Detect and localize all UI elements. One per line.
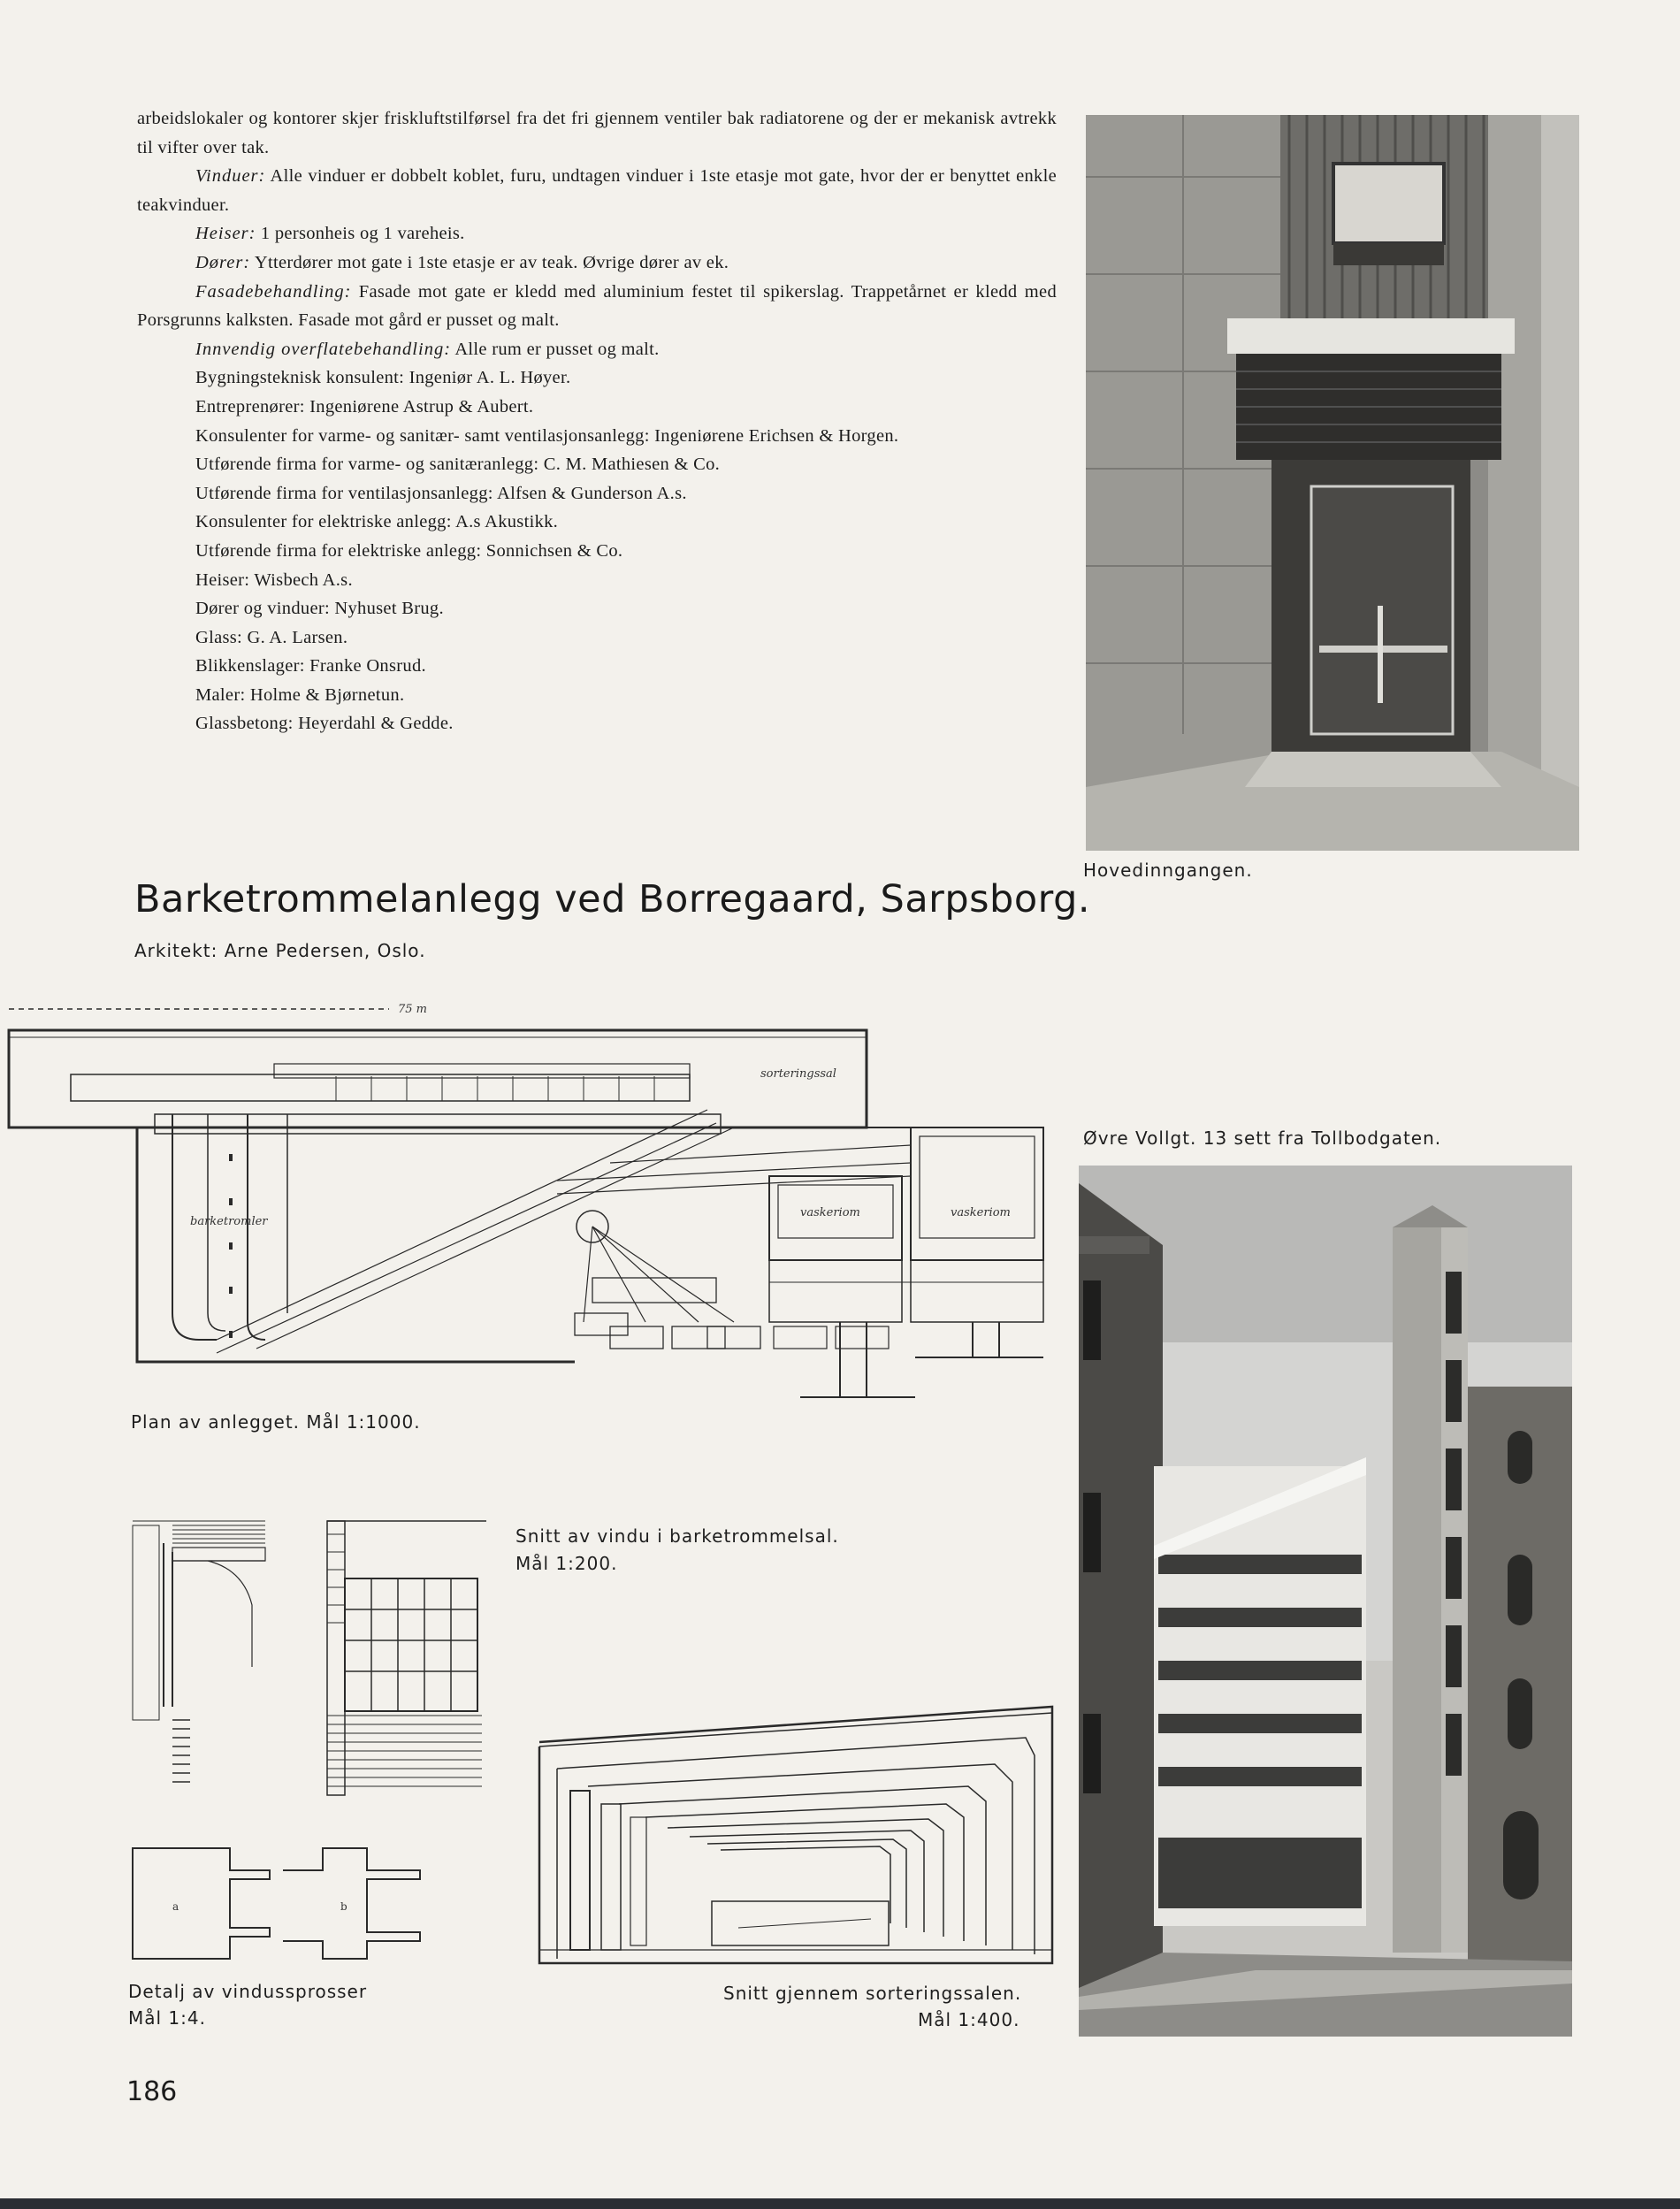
spec-label: Vinduer: [195,166,266,187]
spec-paragraph: Utførende firma for varme- og sanitæranlegg: C. M. Mathiesen & Co. [195,455,721,475]
spec-paragraph: Utførende firma for elektriske anlegg: Sonnichsen & Co. [195,540,623,561]
spec-value: Fasade mot gate er kledd med aluminium festet til spikerslag. Trappetårnet er kledd med Porsgrunns kalksten. Fasade mot gård er pusset og malt. [137,281,1057,331]
street-photo-caption: Øvre Vollgt. 13 sett fra Tollbodgaten. [1083,1127,1442,1149]
spec-paragraph: Entreprenører: Ingeniørene Astrup & Aubert. [195,396,534,417]
spec-paragraph [137,219,1057,248]
spec-label: Heiser: [195,224,256,244]
sorting-hall-caption: Snitt gjennem sorteringssalen. [723,1983,1022,2004]
architect-credit: Arkitekt: Arne Pedersen, Oslo. [134,940,426,961]
mullion-detail-drawing [128,1844,447,1968]
spec-value: 1 personheis og 1 vareheis. [256,224,465,244]
spec-paragraph: Glassbetong: Heyerdahl & Gedde. [195,714,454,734]
spec-paragraph: Heiser: Wisbech A.s. [195,569,353,590]
spec-text [137,104,1057,738]
headline: Barketrommelanlegg ved Borregaard, Sarpsborg. [134,877,1091,921]
window-section-scale: Mål 1:200. [515,1553,618,1574]
plan-drum-hall-label: barketromler [190,1215,268,1228]
entrance-caption: Hovedinngangen. [1083,860,1253,881]
svg-text:a: a [172,1900,179,1913]
sorting-hall-section-drawing [535,1702,1057,1972]
plan-scale-label: 75 m [398,1003,428,1016]
spec-paragraph: arbeidslokaler og kontorer skjer friskluftstilførsel fra det fri gjennem ventiler bak radiatorene og der er mekanisk avtrekk til vifter over tak. [137,109,1057,157]
spec-paragraph: Utførende firma for ventilasjonsanlegg: Alfsen & Gunderson A.s. [195,483,687,503]
svg-text:b: b [340,1900,347,1913]
window-section-caption: Snitt av vindu i barketrommelsal. [515,1525,839,1547]
spec-paragraph: Blikkenslager: Franke Onsrud. [195,656,426,676]
window-section-drawing [128,1517,500,1800]
mullion-detail-scale: Mål 1:4. [128,2007,206,2029]
spec-label: Innvendig overflatebehandling: [195,339,452,359]
spec-paragraph: Konsulenter for varme- og sanitær- samt ventilasjonsanlegg: Ingeniørene Erichsen & Horgen. [195,425,899,446]
spec-paragraph: Bygningsteknisk konsulent: Ingeniør A. L. Høyer. [195,368,571,388]
spec-paragraph: Konsulenter for elektriske anlegg: A.s Akustikk. [195,512,559,532]
sorting-hall-scale: Mål 1:400. [918,2009,1020,2030]
spec-paragraph [137,248,1057,278]
entrance-photo [1086,115,1579,851]
spec-paragraph: Dører og vinduer: Nyhuset Brug. [195,599,444,619]
spec-value: Ytterdører mot gate i 1ste etasje er av teak. Øvrige dører av ek. [250,252,729,272]
plan-caption: Plan av anlegget. Mål 1:1000. [131,1411,421,1433]
plan-right-label: vaskeriom [951,1206,1011,1219]
mullion-detail-caption: Detalj av vindussprosser [128,1981,368,2002]
site-plan-drawing [0,995,1052,1410]
spec-paragraph: Glass: G. A. Larsen. [195,627,348,647]
spec-label: Dører: [195,252,251,272]
bottom-edge-bar [0,2198,1680,2209]
street-photo [1079,1166,1572,2037]
plan-left-label: vaskeriom [800,1206,860,1219]
spec-label: Fasadebehandling: [195,281,352,302]
spec-paragraph [137,335,1057,364]
page-number: 186 [126,2076,178,2107]
spec-paragraph: Maler: Holme & Bjørnetun. [195,684,405,705]
spec-paragraph [137,162,1057,219]
spec-paragraph [137,278,1057,335]
spec-value: Alle vinduer er dobbelt koblet, furu, undtagen vinduer i 1ste etasje mot gate, hvor der er benyttet enkle teakvinduer. [137,166,1057,215]
spec-value: Alle rum er pusset og malt. [451,339,660,359]
plan-sorting-hall-label: sorteringssal [760,1067,836,1081]
